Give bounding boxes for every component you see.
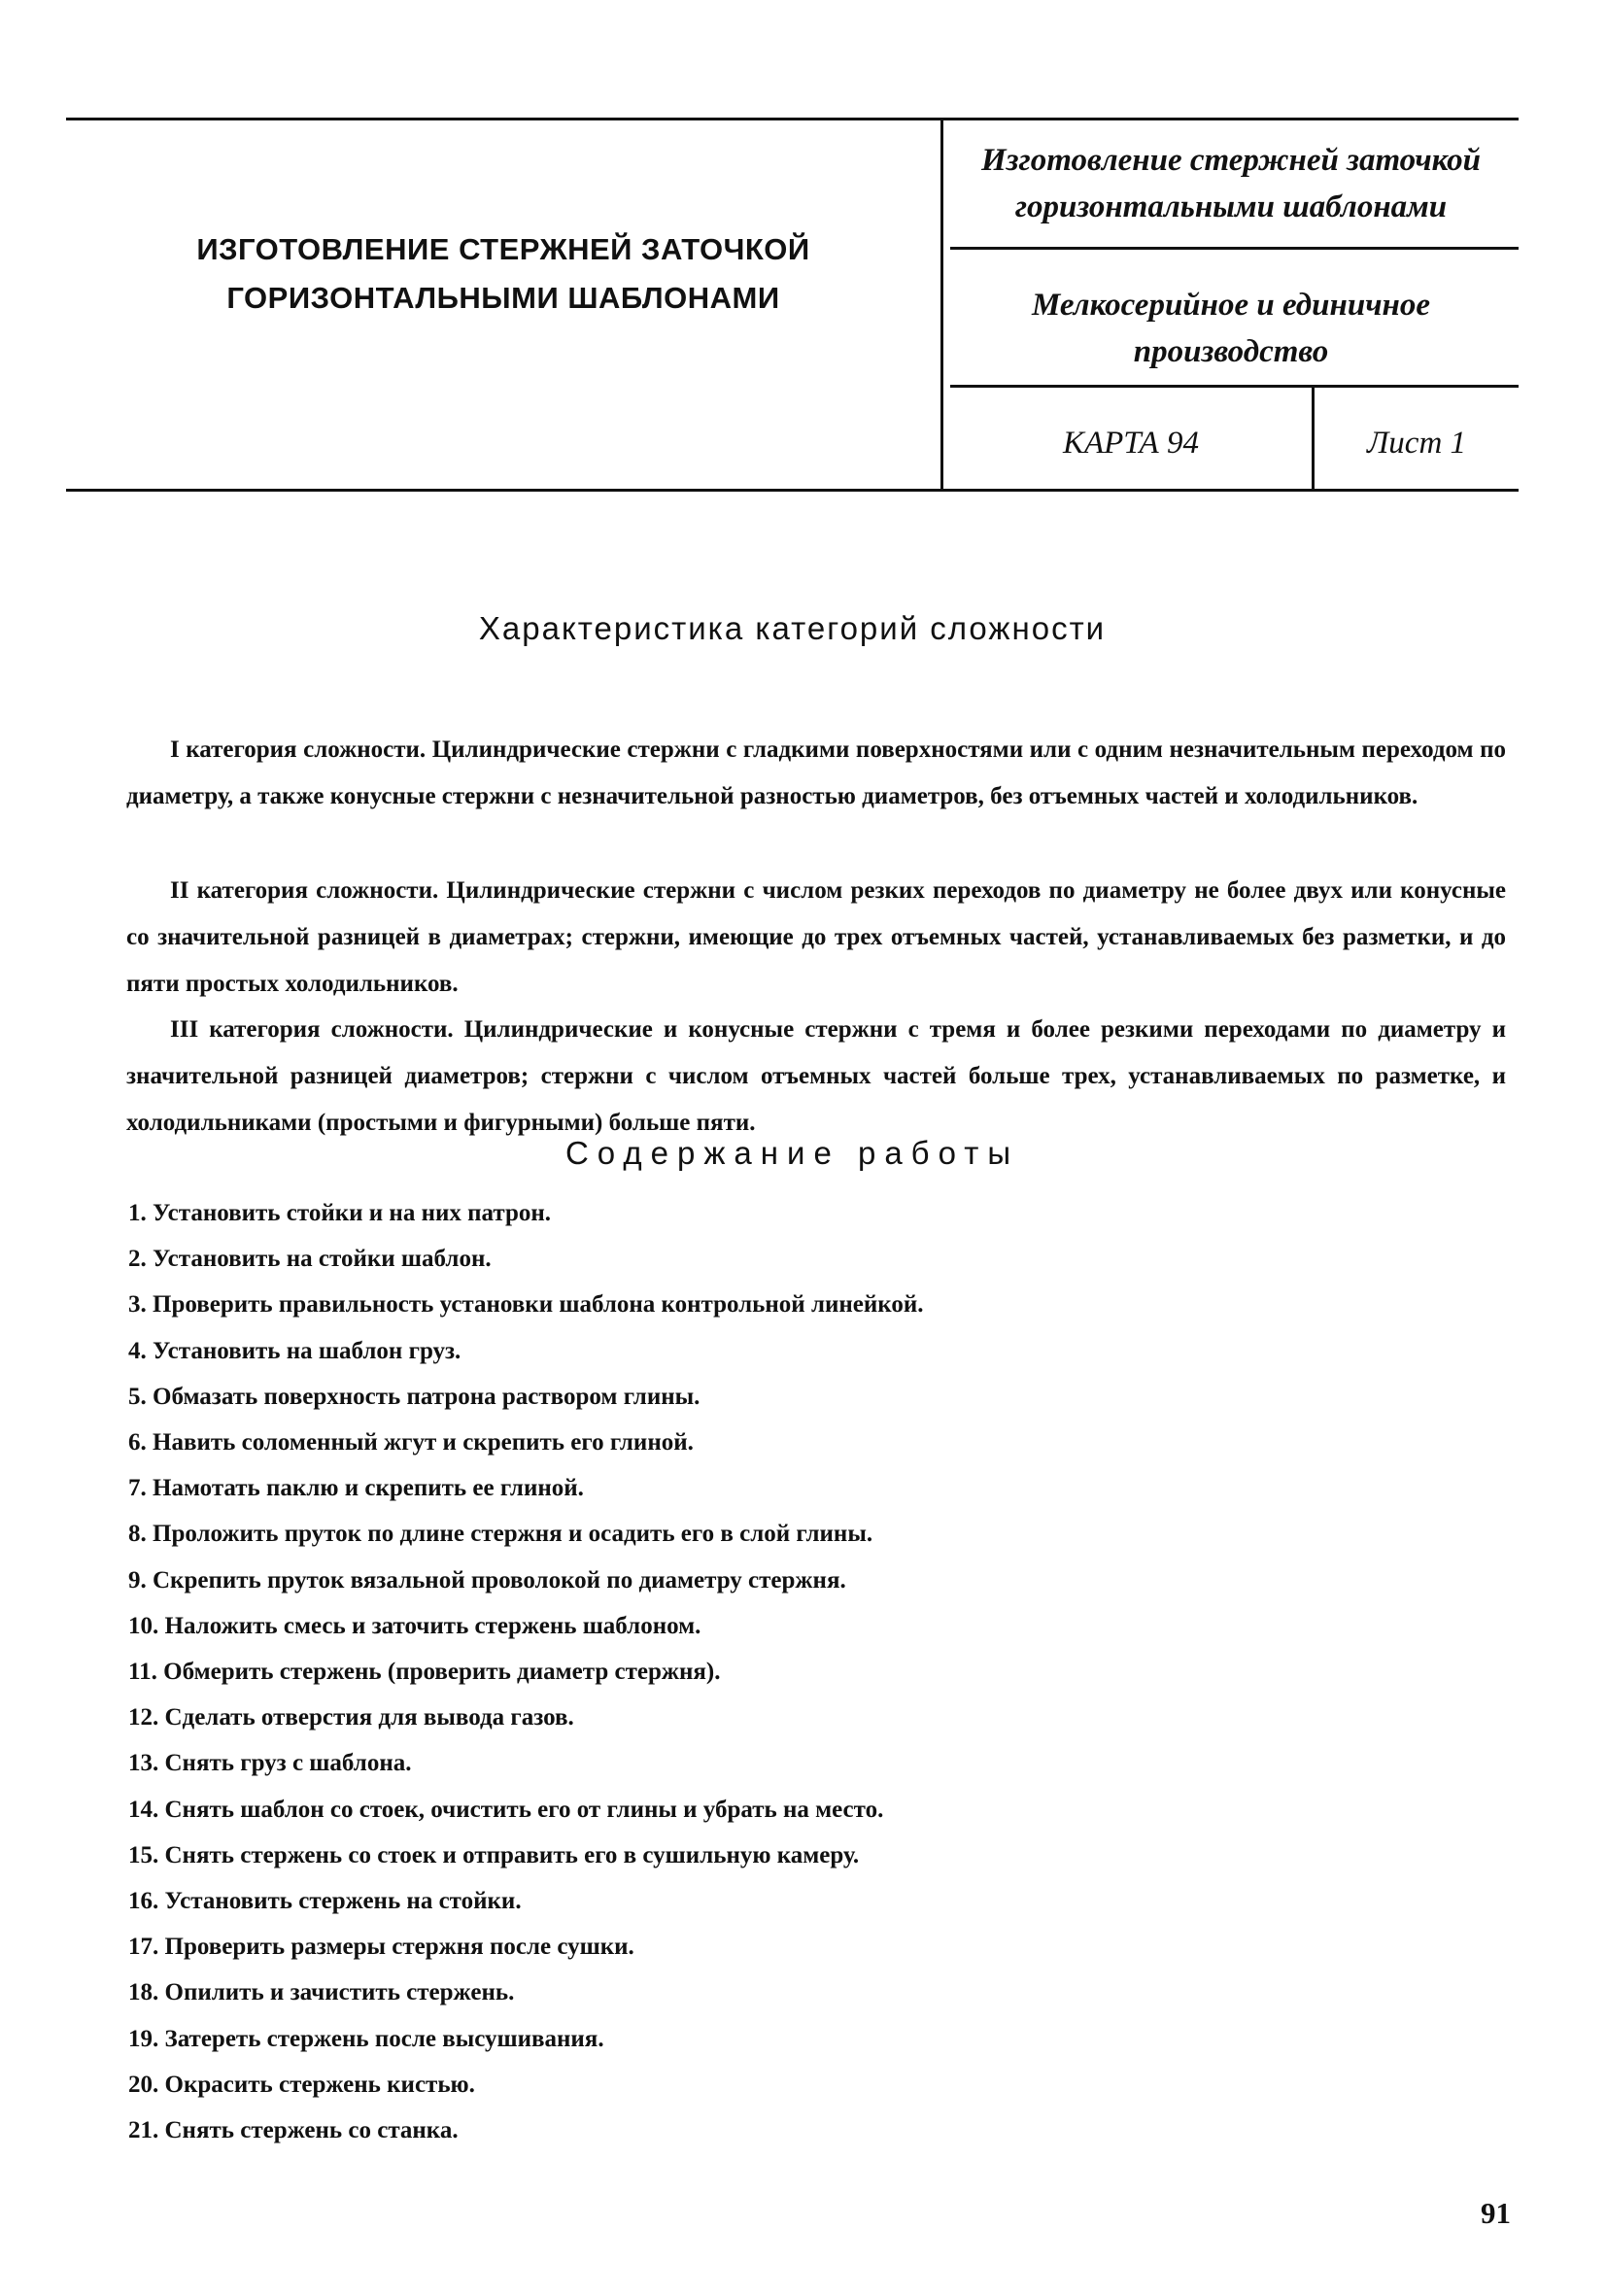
document-title [66, 225, 940, 323]
header-right-rule-1 [950, 247, 1519, 250]
work-step: 1. Установить стойки и на них патрон. [128, 1200, 552, 1226]
document-title-line-1: ИЗГОТОВЛЕНИЕ СТЕРЖНЕЙ ЗАТОЧКОЙ [196, 232, 810, 266]
work-step: 15. Снять стержень со стоек и отправить его в сушильную камеру. [128, 1841, 860, 1868]
work-step: 3. Проверить правильность установки шаблона контрольной линейкой. [128, 1291, 924, 1319]
work-step: 10. Наложить смесь и заточить стержень шаблоном. [128, 1612, 701, 1639]
work-step: 11. Обмерить стержень (проверить диаметр стержня). [128, 1659, 721, 1686]
work-step: 12. Сделать отверстия для вывода газов. [128, 1704, 574, 1731]
sheet-number: Лист 1 [1366, 426, 1467, 461]
work-step: 5. Обмазать поверхность патрона раствором глины. [128, 1383, 700, 1410]
work-step: 19. Затереть стержень после высушивания. [128, 2025, 604, 2052]
production-type-line-1: Мелкосерийное и единичное [1031, 288, 1430, 323]
work-step: 9. Скрепить пруток вязальной проволокой по диаметру стержня. [128, 1566, 846, 1593]
complexity-category-3: III категория сложности. Цилиндрические и конусные стержни с тремя и более резкими переходами по диаметру и значительной разницей диаметров; стержни с числом отъемных частей больше трех, устанавливаемых по разметке, и холодильниками (простыми и фигурными) больше пяти. [126, 1016, 1506, 1136]
complexity-title: Характеристика категорий сложности [478, 610, 1107, 646]
header-right-rule-2 [950, 385, 1519, 388]
work-step: 13. Снять груз с шаблона. [128, 1750, 412, 1777]
complexity-category-2: II категория сложности. Цилиндрические стержни с числом резких переходов по диаметру не более двух или конусные со значительной разницей в диаметрах; стержни, имеющие до трех отъемных частей, устанавливаемых без разметки, и до пяти простых холодильников. [126, 877, 1506, 997]
header-top-rule [66, 118, 1519, 120]
work-step: 14. Снять шаблон со стоек, очистить его от глины и убрать на место. [128, 1796, 884, 1823]
work-step: 18. Опилить и зачистить стержень. [128, 1979, 515, 2006]
work-step: 20. Окрасить стержень кистью. [128, 2071, 475, 2098]
production-type [943, 282, 1519, 375]
work-step: 17. Проверить размеры стержня после сушки. [128, 1934, 634, 1961]
complexity-category-1: I категория сложности. Цилиндрические стержни с гладкими поверхностями или с одним незначительным переходом по диаметру, а также конусные стержни с незначительной разностью диаметров, без отъемных частей и холодильников. [126, 737, 1506, 809]
work-steps-list [128, 1190, 924, 2153]
work-step: 21. Снять стержень со станка. [128, 2117, 459, 2144]
work-step: 2. Установить на стойки шаблон. [128, 1246, 492, 1273]
work-step: 6. Навить соломенный жгут и скрепить его глиной. [128, 1429, 694, 1456]
work-step: 16. Установить стержень на стойки. [128, 1888, 522, 1915]
document-title-line-2: ГОРИЗОНТАЛЬНЫМИ ШАБЛОНАМИ [226, 281, 780, 315]
work-content-title: Содержание работы [564, 1135, 1020, 1171]
header-bottom-rule [66, 489, 1519, 492]
card-number: КАРТА 94 [1063, 426, 1199, 461]
work-step: 7. Намотать паклю и скрепить ее глиной. [128, 1475, 584, 1502]
page-number: 91 [1481, 2196, 1511, 2230]
header-right-title [943, 137, 1519, 230]
header-right-title-line-2: горизонтальными шаблонами [1014, 189, 1448, 224]
work-step: 8. Проложить пруток по длине стержня и осадить его в слой глины. [128, 1521, 873, 1548]
header-right-title-line-1: Изготовление стержней заточкой [981, 143, 1481, 178]
production-type-line-2: производство [1133, 334, 1329, 369]
work-step: 4. Установить на шаблон груз. [128, 1337, 461, 1364]
